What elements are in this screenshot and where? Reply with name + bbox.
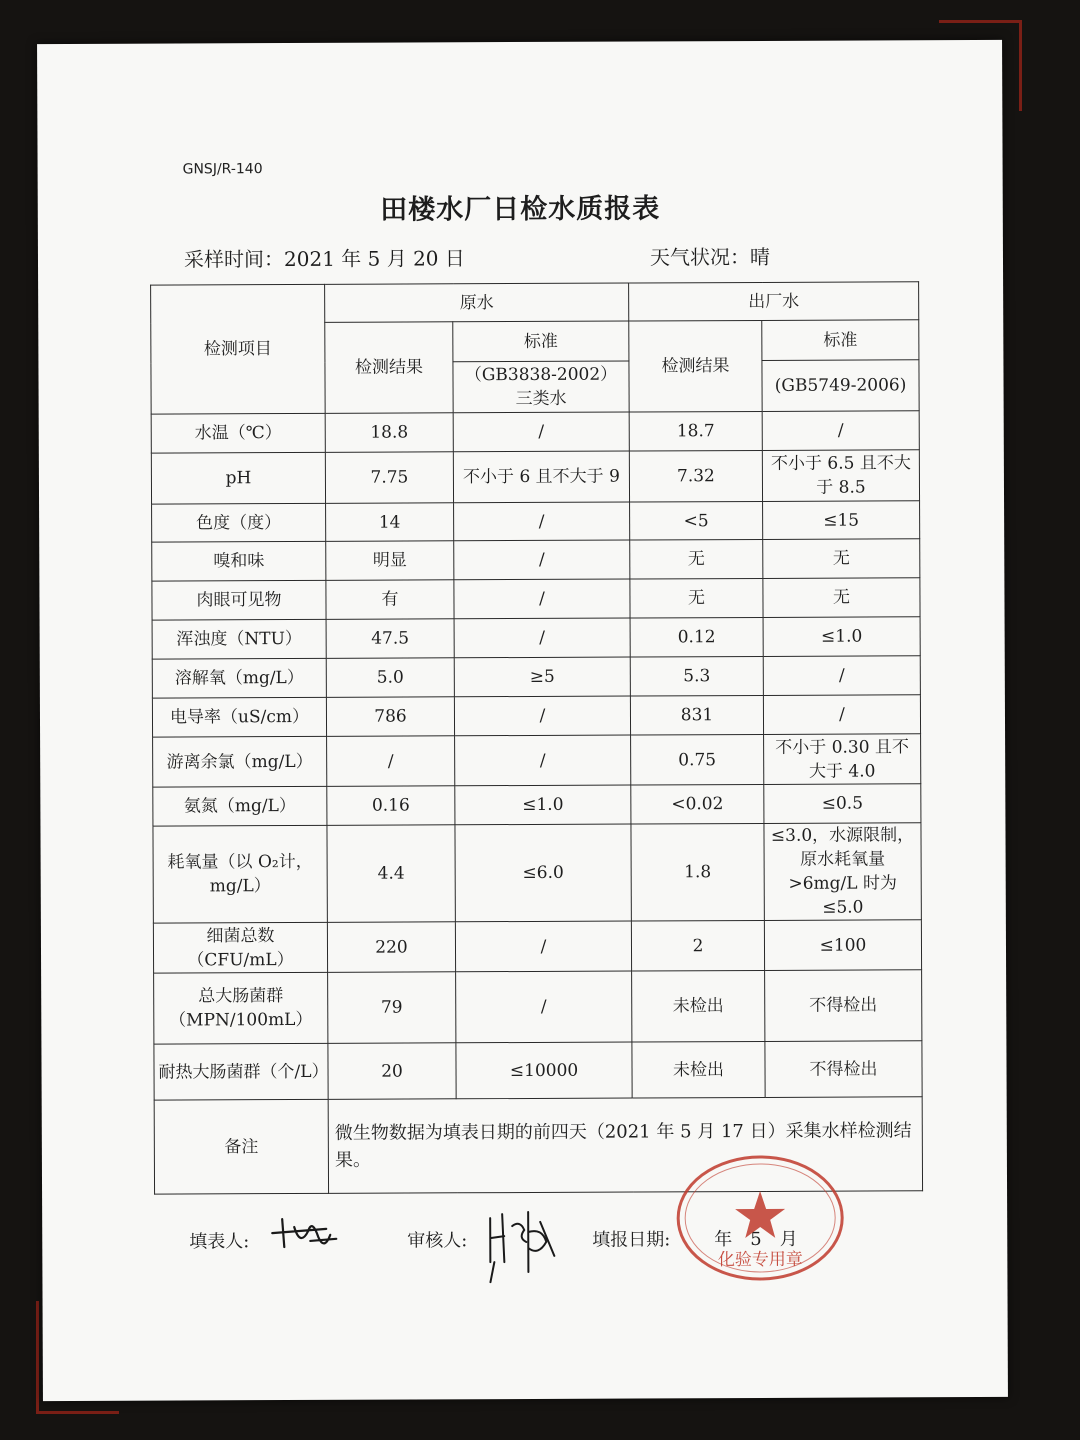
raw-result-cell: 18.8 (325, 413, 453, 453)
item-cell: 色度（度） (152, 503, 326, 542)
raw-result-cell: / (327, 736, 455, 787)
outlet-standard-cell: 不得检出 (765, 970, 922, 1042)
raw-standard-cell: / (454, 696, 630, 736)
raw-standard-cell: / (454, 579, 630, 619)
filler-label: 填表人: (189, 1231, 250, 1253)
official-stamp (674, 1153, 847, 1284)
item-cell: 游离余氯（mg/L） (153, 736, 327, 787)
raw-standard-cell: ≥5 (454, 657, 630, 697)
outlet-standard-ref: (GB5749-2006) (762, 360, 919, 412)
raw-standard-cell: ≤1.0 (455, 785, 631, 825)
item-cell: 耐热大肠菌群（个/L） (154, 1043, 328, 1100)
item-header: 检测项目 (151, 284, 326, 414)
outlet-result-cell: 0.75 (631, 734, 764, 785)
raw-result-cell: 786 (326, 697, 454, 737)
item-cell: pH (151, 452, 325, 504)
raw-standard-cell: / (456, 971, 632, 1043)
outlet-standard-cell: 无 (763, 578, 920, 618)
item-cell: 嗅和味 (152, 541, 326, 581)
outlet-standard-cell: / (763, 656, 920, 696)
raw-result-cell: 79 (328, 972, 456, 1044)
raw-result-cell: 220 (327, 922, 455, 973)
outlet-result-cell: 未检出 (632, 1041, 765, 1098)
outlet-result-header: 检测结果 (629, 320, 762, 412)
outlet-standard-cell: ≤3.0，水源限制，原水耗氧量>6mg/L 时为≤5.0 (764, 823, 921, 921)
item-cell: 肉眼可见物 (152, 580, 326, 620)
table-row (154, 1041, 922, 1100)
outlet-standard-cell: 不得检出 (765, 1041, 922, 1098)
outlet-standard-cell: ≤15 (763, 501, 920, 540)
outlet-water-header: 出厂水 (629, 282, 919, 321)
raw-standard-ref: （GB3838-2002）三类水 (453, 361, 629, 413)
raw-result-cell: 20 (328, 1043, 456, 1100)
table-row (151, 411, 919, 453)
raw-result-cell: 0.16 (327, 786, 455, 826)
outlet-result-cell: 未检出 (632, 970, 765, 1042)
outlet-standard-cell: 不小于 0.30 且不大于 4.0 (764, 734, 921, 785)
table-row (153, 823, 921, 923)
outlet-standard-cell: ≤0.5 (764, 784, 921, 824)
table-row (152, 617, 920, 659)
weather-status: 天气状况：晴 (649, 244, 771, 270)
outlet-result-cell: 2 (631, 920, 764, 971)
outlet-standard-cell: ≤1.0 (763, 617, 920, 657)
item-cell: 浑浊度（NTU） (152, 619, 326, 659)
table-row (152, 695, 920, 737)
fill-date: 年 5 月 (714, 1228, 798, 1251)
item-cell: 总大肠菌群（MPN/100mL） (154, 972, 328, 1044)
outlet-standard-cell: 无 (763, 539, 920, 579)
item-cell: 电导率（uS/cm） (152, 697, 326, 737)
reviewer-label: 审核人: (407, 1230, 468, 1252)
outlet-standard-cell: / (762, 411, 919, 451)
document-code: GNSJ/R-140 (182, 161, 263, 178)
svg-text:化验专用章: 化验专用章 (717, 1249, 803, 1271)
remark-label: 备注 (154, 1099, 328, 1194)
page-title: 田楼水厂日检水质报表 (380, 193, 661, 226)
item-cell: 氨氮（mg/L） (153, 786, 327, 826)
outlet-result-cell: 5.3 (630, 656, 763, 696)
raw-result-cell: 47.5 (326, 619, 454, 659)
outlet-result-cell: 无 (630, 539, 763, 579)
table-row (152, 578, 920, 620)
water-quality-table (150, 281, 923, 1194)
report-sheet (37, 40, 1008, 1401)
raw-standard-cell: / (455, 735, 631, 786)
table-row (152, 539, 920, 581)
item-cell: 耗氧量（以 O₂计，mg/L） (153, 825, 327, 923)
outlet-result-cell: <5 (630, 501, 763, 540)
outlet-standard-cell: 不小于 6.5 且不大于 8.5 (762, 450, 919, 502)
raw-result-cell: 5.0 (326, 658, 454, 698)
raw-standard-cell: ≤10000 (456, 1042, 632, 1099)
outlet-result-cell: <0.02 (631, 784, 764, 824)
outlet-result-cell: 无 (630, 578, 763, 618)
reviewer-signature (484, 1202, 558, 1284)
raw-standard-cell: ≤6.0 (455, 824, 631, 922)
raw-standard-cell: / (454, 502, 630, 541)
raw-result-cell: 有 (326, 580, 454, 620)
outlet-result-cell: 7.32 (629, 450, 762, 502)
outlet-result-cell: 0.12 (630, 617, 763, 657)
raw-result-header: 检测结果 (325, 322, 453, 414)
table-row (154, 970, 922, 1044)
filler-signature (264, 1211, 346, 1255)
raw-standard-cell: / (455, 921, 631, 972)
item-cell: 溶解氧（mg/L） (152, 658, 326, 698)
date-label: 填报日期: (592, 1229, 671, 1251)
raw-result-cell: 明显 (326, 541, 454, 581)
table-row (151, 450, 919, 504)
outlet-result-cell: 831 (630, 695, 763, 735)
table-row (153, 784, 921, 826)
raw-standard-header: 标准 (453, 321, 629, 362)
table-row (153, 734, 921, 787)
raw-standard-cell: / (453, 412, 629, 452)
outlet-standard-cell: / (763, 695, 920, 735)
table-row (152, 656, 920, 698)
raw-standard-cell: / (454, 540, 630, 580)
sampling-time: 采样时间：2021 年 5 月 20 日 (183, 246, 465, 272)
raw-standard-cell: 不小于 6 且不大于 9 (453, 451, 629, 503)
raw-water-header: 原水 (325, 283, 629, 322)
table-row (152, 501, 920, 542)
raw-result-cell: 14 (326, 503, 454, 542)
remark-text: 微生物数据为填表日期的前四天（2021 年 5 月 17 日）采集水样检测结果。 (328, 1097, 922, 1194)
outlet-standard-cell: ≤100 (764, 920, 921, 971)
raw-standard-cell: / (454, 618, 630, 658)
outlet-standard-header: 标准 (762, 320, 919, 361)
outlet-result-cell: 18.7 (629, 411, 762, 451)
item-cell: 水温（℃） (151, 413, 325, 453)
item-cell: 细菌总数（CFU/mL） (153, 922, 327, 973)
raw-result-cell: 7.75 (325, 452, 453, 504)
raw-result-cell: 4.4 (327, 825, 455, 923)
table-row (153, 920, 921, 973)
outlet-result-cell: 1.8 (631, 823, 764, 921)
